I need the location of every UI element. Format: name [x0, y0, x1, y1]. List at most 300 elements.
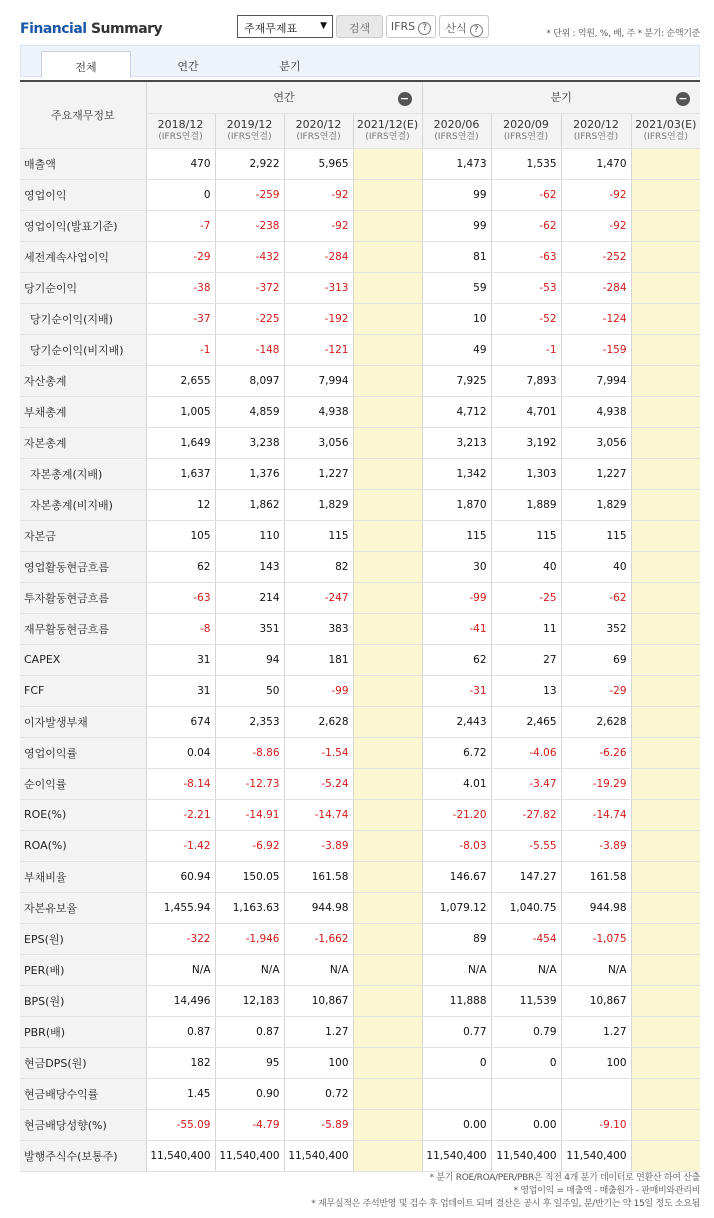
- table-cell: 0.00: [422, 1109, 491, 1140]
- table-cell: 27: [491, 644, 561, 675]
- row-label: 자본유보율: [20, 892, 146, 923]
- table-cell: -31: [422, 675, 491, 706]
- title-financial: Financial: [20, 21, 87, 37]
- table-cell: -2.21: [146, 799, 215, 830]
- table-cell: -6.92: [215, 830, 284, 861]
- column-basis: (IFRS연결): [365, 131, 410, 142]
- table-row: [20, 489, 700, 520]
- table-cell: [353, 675, 422, 706]
- table-cell: [353, 613, 422, 644]
- table-cell: [631, 272, 700, 303]
- table-cell: 115: [284, 520, 353, 551]
- row-label: PBR(배): [20, 1016, 146, 1047]
- table-cell: 0.77: [422, 1016, 491, 1047]
- table-cell: 0.04: [146, 737, 215, 768]
- table-cell: -3.89: [561, 830, 631, 861]
- table-cell: 150.05: [215, 861, 284, 892]
- table-cell: 7,994: [284, 365, 353, 396]
- table-row: [20, 1016, 700, 1047]
- table-cell: [353, 520, 422, 551]
- table-cell: 12,183: [215, 985, 284, 1016]
- column-period: 2019/12: [226, 117, 273, 131]
- table-cell: 62: [146, 551, 215, 582]
- row-label: 당기순이익(지배): [20, 303, 146, 334]
- row-label: 투자활동현금흐름: [20, 582, 146, 613]
- table-cell: 11,539: [491, 985, 561, 1016]
- tab-annual[interactable]: 연간: [177, 60, 199, 73]
- table-cell: [631, 644, 700, 675]
- table-cell: 11,540,400: [146, 1140, 215, 1171]
- table-cell: 0.72: [284, 1078, 353, 1109]
- table-row: [20, 923, 700, 954]
- table-cell: -25: [491, 582, 561, 613]
- table-cell: [491, 1078, 561, 1109]
- ifrs-help-button[interactable]: [386, 15, 436, 38]
- table-cell: -8.14: [146, 768, 215, 799]
- table-cell: 1.27: [561, 1016, 631, 1047]
- table-cell: [353, 768, 422, 799]
- table-cell: [631, 396, 700, 427]
- table-cell: 1,829: [284, 489, 353, 520]
- table-cell: -3.47: [491, 768, 561, 799]
- title-summary: Summary: [90, 21, 163, 37]
- row-label: FCF: [20, 675, 146, 706]
- table-cell: -4.06: [491, 737, 561, 768]
- table-cell: 100: [284, 1047, 353, 1078]
- table-cell: 10,867: [284, 985, 353, 1016]
- table-cell: [631, 427, 700, 458]
- table-row: [20, 737, 700, 768]
- table-cell: 2,628: [561, 706, 631, 737]
- column-period: 2020/12: [295, 117, 342, 131]
- column-basis: (IFRS연결): [296, 131, 341, 142]
- table-cell: 1,342: [422, 458, 491, 489]
- table-cell: 4,938: [284, 396, 353, 427]
- table-cell: -1: [146, 334, 215, 365]
- table-row: [20, 551, 700, 582]
- table-cell: 147.27: [491, 861, 561, 892]
- table-row: [20, 1140, 700, 1171]
- table-cell: -92: [561, 210, 631, 241]
- table-cell: 30: [422, 551, 491, 582]
- table-cell: [631, 1140, 700, 1171]
- row-label: PER(배): [20, 954, 146, 985]
- table-row: [20, 706, 700, 737]
- table-cell: -121: [284, 334, 353, 365]
- table-cell: -29: [146, 241, 215, 272]
- table-cell: [353, 1016, 422, 1047]
- table-cell: 0: [422, 1047, 491, 1078]
- table-cell: -432: [215, 241, 284, 272]
- question-icon: ?: [418, 22, 431, 35]
- table-cell: -92: [284, 210, 353, 241]
- table-cell: 1,005: [146, 396, 215, 427]
- table-cell: 1,889: [491, 489, 561, 520]
- table-cell: 1,473: [422, 148, 491, 179]
- table-cell: 2,353: [215, 706, 284, 737]
- table-cell: 99: [422, 179, 491, 210]
- column-period: 2020/06: [433, 117, 480, 131]
- table-cell: -55.09: [146, 1109, 215, 1140]
- row-label: 현금배당성향(%): [20, 1109, 146, 1140]
- table-cell: -53: [491, 272, 561, 303]
- column-header: [422, 113, 491, 148]
- table-cell: [353, 737, 422, 768]
- row-label: 자본총계: [20, 427, 146, 458]
- row-label: 자본총계(비지배): [20, 489, 146, 520]
- formula-label: 산식: [445, 22, 467, 35]
- table-cell: 4,938: [561, 396, 631, 427]
- table-row: [20, 303, 700, 334]
- table-cell: -62: [491, 210, 561, 241]
- table-cell: -5.24: [284, 768, 353, 799]
- units-note: * 단위 : 억원, %, 배, 주 * 분기: 순액기준: [546, 29, 700, 39]
- table-cell: [353, 985, 422, 1016]
- table-cell: -1,075: [561, 923, 631, 954]
- quarter-group-header: [422, 81, 700, 113]
- table-cell: -8.03: [422, 830, 491, 861]
- table-cell: [353, 210, 422, 241]
- table-cell: 2,465: [491, 706, 561, 737]
- table-cell: 40: [491, 551, 561, 582]
- footnote: * 재무실적은 주석반영 및 검수 후 업데이트 되며 결산은 공시 후 일주일, 분/반기는 약 15일 정도 소요됨: [311, 1199, 700, 1209]
- table-row: [20, 520, 700, 551]
- row-label: 자산총계: [20, 365, 146, 396]
- table-cell: 11: [491, 613, 561, 644]
- table-cell: [353, 458, 422, 489]
- table-cell: 7,925: [422, 365, 491, 396]
- table-cell: 1,470: [561, 148, 631, 179]
- table-cell: 11,540,400: [561, 1140, 631, 1171]
- table-cell: 0.87: [146, 1016, 215, 1047]
- table-cell: 2,443: [422, 706, 491, 737]
- table-cell: 0.79: [491, 1016, 561, 1047]
- table-cell: -99: [284, 675, 353, 706]
- table-cell: 59: [422, 272, 491, 303]
- table-cell: 214: [215, 582, 284, 613]
- table-cell: 3,192: [491, 427, 561, 458]
- corner-label: 주요재무정보: [20, 81, 146, 148]
- table-cell: 0: [491, 1047, 561, 1078]
- table-cell: -19.29: [561, 768, 631, 799]
- row-label: 당기순이익: [20, 272, 146, 303]
- table-cell: 352: [561, 613, 631, 644]
- row-label: 현금DPS(원): [20, 1047, 146, 1078]
- footnotes: [311, 1172, 700, 1211]
- table-cell: [631, 1109, 700, 1140]
- page-title: [20, 21, 162, 37]
- chevron-down-icon: ▼: [320, 21, 327, 31]
- table-cell: N/A: [422, 954, 491, 985]
- table-cell: 1,649: [146, 427, 215, 458]
- table-cell: -124: [561, 303, 631, 334]
- table-cell: 69: [561, 644, 631, 675]
- table-cell: -29: [561, 675, 631, 706]
- tab-quarterly[interactable]: 분기: [279, 60, 301, 73]
- table-cell: 89: [422, 923, 491, 954]
- table-cell: -1,662: [284, 923, 353, 954]
- table-cell: [353, 334, 422, 365]
- table-cell: -12.73: [215, 768, 284, 799]
- table-row: [20, 985, 700, 1016]
- table-cell: -5.55: [491, 830, 561, 861]
- statement-type-select[interactable]: [237, 15, 333, 38]
- table-cell: [353, 892, 422, 923]
- column-basis: (IFRS연결): [573, 131, 619, 142]
- table-cell: 8,097: [215, 365, 284, 396]
- quarter-label: 분기: [550, 91, 572, 105]
- table-cell: 31: [146, 644, 215, 675]
- search-button[interactable]: 검색: [336, 15, 383, 38]
- table-cell: [631, 768, 700, 799]
- table-cell: 11,888: [422, 985, 491, 1016]
- table-cell: [631, 365, 700, 396]
- table-cell: [631, 985, 700, 1016]
- row-label: 당기순이익(비지배): [20, 334, 146, 365]
- table-cell: [353, 861, 422, 892]
- column-header: [561, 113, 631, 148]
- table-cell: 94: [215, 644, 284, 675]
- row-label: EPS(원): [20, 923, 146, 954]
- top-bar: [20, 14, 700, 42]
- formula-help-button[interactable]: [439, 15, 489, 38]
- table-cell: 2,628: [284, 706, 353, 737]
- table-cell: -8.86: [215, 737, 284, 768]
- row-label: 발행주식수(보통주): [20, 1140, 146, 1171]
- table-cell: 115: [422, 520, 491, 551]
- column-basis: (IFRS연결): [643, 131, 688, 142]
- row-label: 이자발생부채: [20, 706, 146, 737]
- table-cell: 143: [215, 551, 284, 582]
- table-cell: [353, 1109, 422, 1140]
- row-label: 순이익률: [20, 768, 146, 799]
- table-row: [20, 830, 700, 861]
- table-cell: [353, 489, 422, 520]
- table-row: [20, 427, 700, 458]
- table-cell: -6.26: [561, 737, 631, 768]
- column-header: [631, 113, 700, 148]
- table-cell: 0.87: [215, 1016, 284, 1047]
- table-cell: -1: [491, 334, 561, 365]
- table-cell: -14.91: [215, 799, 284, 830]
- column-period: 2020/12: [573, 117, 619, 131]
- table-cell: [353, 1047, 422, 1078]
- table-cell: -38: [146, 272, 215, 303]
- table-cell: 100: [561, 1047, 631, 1078]
- table-cell: 11,540,400: [491, 1140, 561, 1171]
- table-cell: [631, 675, 700, 706]
- row-label: BPS(원): [20, 985, 146, 1016]
- table-cell: [631, 520, 700, 551]
- row-label: ROE(%): [20, 799, 146, 830]
- table-cell: 0: [146, 179, 215, 210]
- table-row: [20, 179, 700, 210]
- table-cell: -62: [561, 582, 631, 613]
- table-cell: 5,965: [284, 148, 353, 179]
- table-cell: -14.74: [284, 799, 353, 830]
- table-cell: 11,540,400: [422, 1140, 491, 1171]
- table-cell: 3,238: [215, 427, 284, 458]
- table-cell: [631, 830, 700, 861]
- table-cell: 944.98: [561, 892, 631, 923]
- column-header: [215, 113, 284, 148]
- table-cell: 0.00: [491, 1109, 561, 1140]
- table-cell: 1,227: [561, 458, 631, 489]
- table-row: [20, 210, 700, 241]
- table-cell: 1,829: [561, 489, 631, 520]
- table-cell: [631, 210, 700, 241]
- table-cell: [631, 892, 700, 923]
- table-cell: -1.42: [146, 830, 215, 861]
- column-period: 2020/09: [503, 117, 549, 131]
- table-cell: 115: [491, 520, 561, 551]
- row-label: ROA(%): [20, 830, 146, 861]
- table-cell: 1,303: [491, 458, 561, 489]
- table-cell: 161.58: [284, 861, 353, 892]
- table-cell: -99: [422, 582, 491, 613]
- table-row: [20, 365, 700, 396]
- table-cell: 13: [491, 675, 561, 706]
- table-cell: 82: [284, 551, 353, 582]
- row-label: 재무활동현금흐름: [20, 613, 146, 644]
- table-row: [20, 675, 700, 706]
- table-cell: -159: [561, 334, 631, 365]
- column-basis: (IFRS연결): [503, 131, 549, 142]
- column-period: 2021/12(E): [356, 117, 419, 131]
- tab-all[interactable]: 전체: [41, 51, 131, 78]
- table-row: [20, 148, 700, 179]
- table-cell: [353, 148, 422, 179]
- table-cell: 944.98: [284, 892, 353, 923]
- row-label: 영업이익: [20, 179, 146, 210]
- table-row: [20, 644, 700, 675]
- table-cell: 1,163.63: [215, 892, 284, 923]
- question-icon: ?: [470, 24, 483, 37]
- table-cell: [631, 241, 700, 272]
- column-basis: (IFRS연결): [434, 131, 479, 142]
- table-cell: 1.27: [284, 1016, 353, 1047]
- table-cell: [561, 1078, 631, 1109]
- table-cell: 1,870: [422, 489, 491, 520]
- table-cell: 3,056: [561, 427, 631, 458]
- table-row: [20, 613, 700, 644]
- table-cell: 40: [561, 551, 631, 582]
- column-header: [491, 113, 561, 148]
- table-cell: [631, 551, 700, 582]
- period-tabs: [20, 45, 700, 77]
- table-cell: [631, 737, 700, 768]
- collapse-quarter-icon[interactable]: −: [676, 92, 690, 106]
- table-cell: 181: [284, 644, 353, 675]
- table-cell: 0.90: [215, 1078, 284, 1109]
- column-header: [146, 113, 215, 148]
- row-label: CAPEX: [20, 644, 146, 675]
- table-cell: [631, 179, 700, 210]
- table-row: [20, 861, 700, 892]
- table-cell: 4.01: [422, 768, 491, 799]
- table-cell: [631, 148, 700, 179]
- table-row: [20, 1078, 700, 1109]
- table-cell: -259: [215, 179, 284, 210]
- table-row: [20, 954, 700, 985]
- table-cell: -92: [561, 179, 631, 210]
- table-cell: 115: [561, 520, 631, 551]
- annual-label: 연간: [273, 91, 295, 105]
- table-cell: -21.20: [422, 799, 491, 830]
- table-cell: [353, 582, 422, 613]
- table-cell: -284: [561, 272, 631, 303]
- table-cell: -225: [215, 303, 284, 334]
- column-period: 2018/12: [157, 117, 204, 131]
- table-cell: 351: [215, 613, 284, 644]
- table-cell: 49: [422, 334, 491, 365]
- column-header: [284, 113, 353, 148]
- table-row: [20, 768, 700, 799]
- table-cell: -8: [146, 613, 215, 644]
- table-cell: 11,540,400: [215, 1140, 284, 1171]
- table-cell: 1.45: [146, 1078, 215, 1109]
- table-cell: 161.58: [561, 861, 631, 892]
- table-cell: 7,994: [561, 365, 631, 396]
- table-cell: 7,893: [491, 365, 561, 396]
- row-label: 영업활동현금흐름: [20, 551, 146, 582]
- table-cell: 383: [284, 613, 353, 644]
- table-cell: [631, 334, 700, 365]
- table-cell: -14.74: [561, 799, 631, 830]
- column-header: [353, 113, 422, 148]
- table-cell: [353, 644, 422, 675]
- table-cell: 1,079.12: [422, 892, 491, 923]
- table-cell: 81: [422, 241, 491, 272]
- table-row: [20, 1047, 700, 1078]
- table-cell: -238: [215, 210, 284, 241]
- table-cell: -1,946: [215, 923, 284, 954]
- table-row: [20, 799, 700, 830]
- table-cell: 2,922: [215, 148, 284, 179]
- table-cell: 3,056: [284, 427, 353, 458]
- table-cell: 10: [422, 303, 491, 334]
- table-cell: -247: [284, 582, 353, 613]
- table-cell: -313: [284, 272, 353, 303]
- table-cell: -27.82: [491, 799, 561, 830]
- table-cell: [353, 1140, 422, 1171]
- row-label: 영업이익(발표기준): [20, 210, 146, 241]
- collapse-annual-icon[interactable]: −: [398, 92, 412, 106]
- table-cell: 31: [146, 675, 215, 706]
- table-cell: -322: [146, 923, 215, 954]
- table-cell: 11,540,400: [284, 1140, 353, 1171]
- table-cell: [353, 706, 422, 737]
- table-cell: [422, 1078, 491, 1109]
- table-cell: 1,040.75: [491, 892, 561, 923]
- table-row: [20, 396, 700, 427]
- table-cell: -252: [561, 241, 631, 272]
- table-cell: -63: [491, 241, 561, 272]
- table-cell: -52: [491, 303, 561, 334]
- table-cell: [353, 365, 422, 396]
- table-cell: [353, 551, 422, 582]
- footnote: * 영업이익 = 매출액 - 매출원가 - 판매비와관리비: [513, 1186, 700, 1196]
- table-cell: [631, 613, 700, 644]
- table-cell: -62: [491, 179, 561, 210]
- table-cell: [353, 396, 422, 427]
- table-cell: -5.89: [284, 1109, 353, 1140]
- table-cell: -7: [146, 210, 215, 241]
- table-cell: [631, 799, 700, 830]
- table-cell: -41: [422, 613, 491, 644]
- row-label: 부채비율: [20, 861, 146, 892]
- table-cell: 1,227: [284, 458, 353, 489]
